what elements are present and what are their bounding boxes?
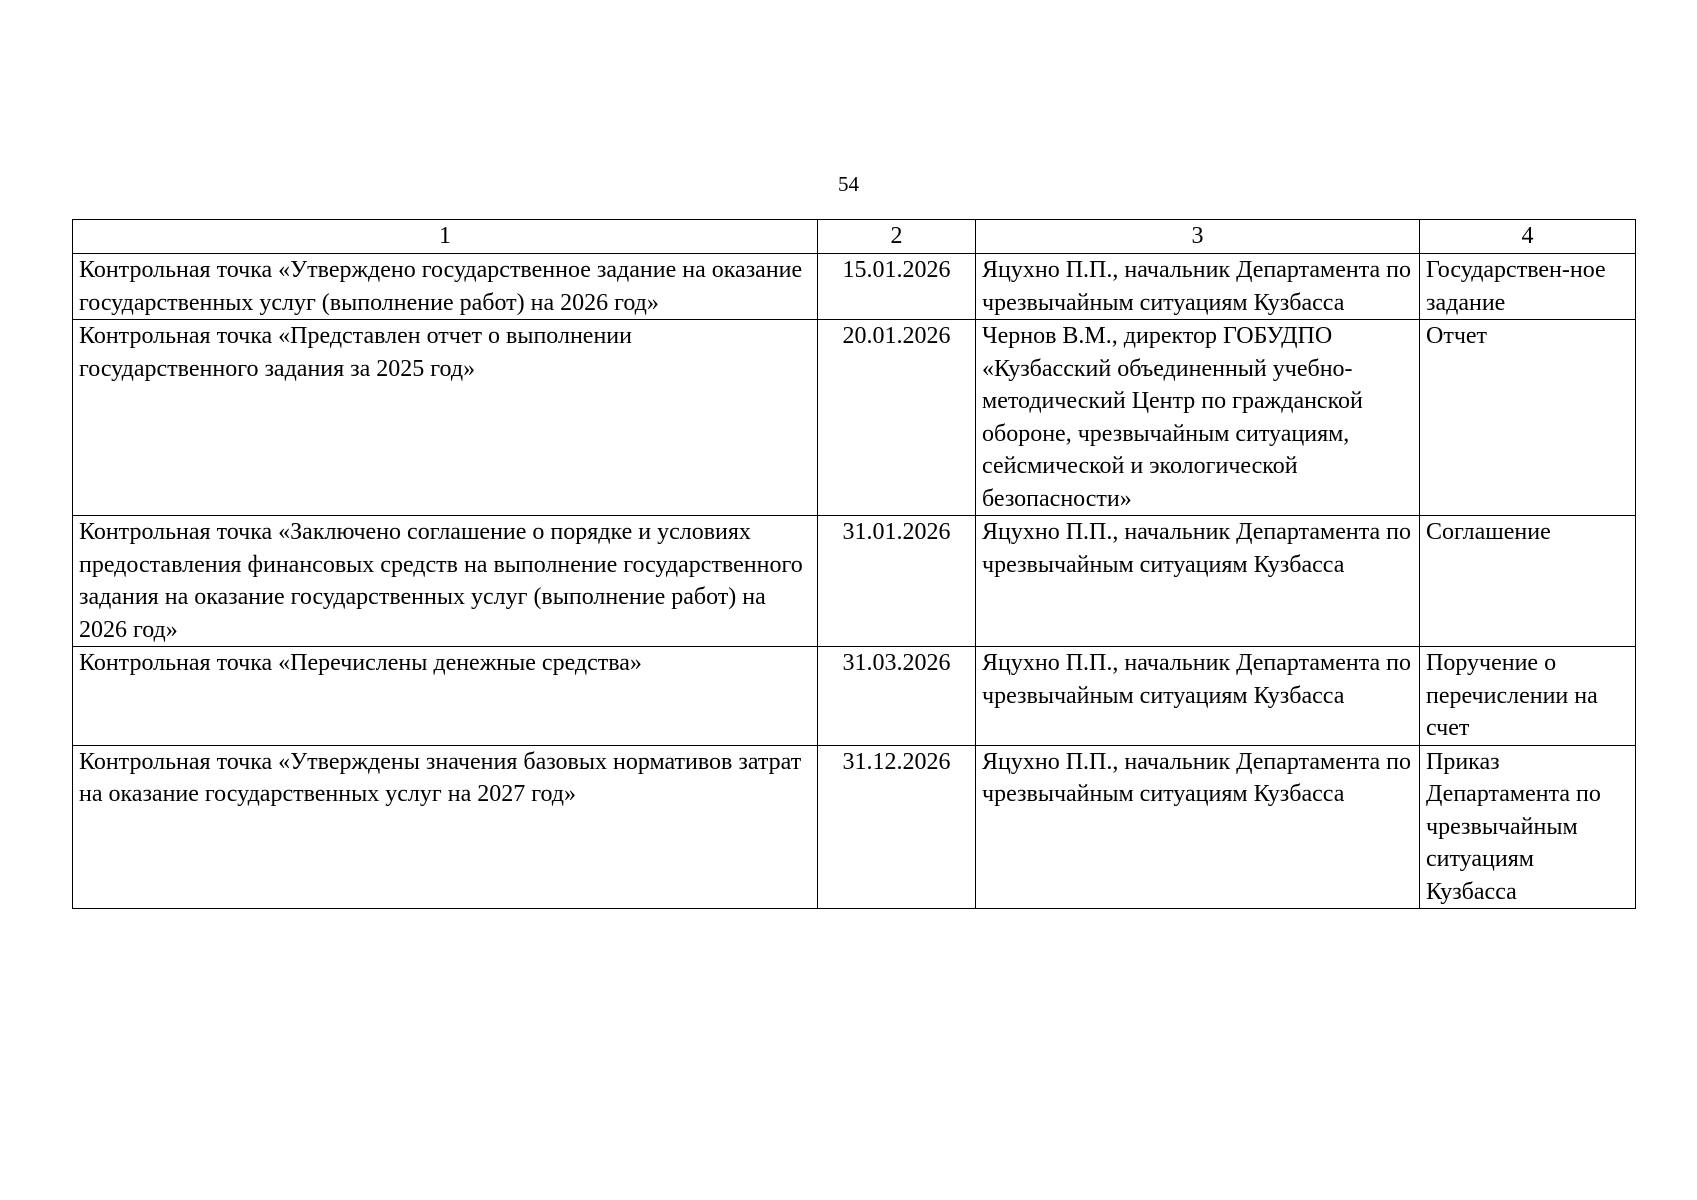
control-point-cell: Контрольная точка «Утверждены значения базовых нормативов затрат на оказание государственных услуг на 2027 год» xyxy=(73,745,818,909)
table-row xyxy=(73,516,1636,647)
table-row xyxy=(73,745,1636,909)
date-cell: 31.03.2026 xyxy=(818,647,976,746)
document-cell: Приказ Департамента по чрезвычайным ситуациям Кузбасса xyxy=(1420,745,1636,909)
document-cell: Соглашение xyxy=(1420,516,1636,647)
responsible-cell: Яцухно П.П., начальник Департамента по чрезвычайным ситуациям Кузбасса xyxy=(976,745,1420,909)
table-row xyxy=(73,254,1636,320)
column-header-4: 4 xyxy=(1420,220,1636,254)
column-header-1: 1 xyxy=(73,220,818,254)
control-point-cell: Контрольная точка «Представлен отчет о выполнении государственного задания за 2025 год» xyxy=(73,320,818,516)
date-cell: 15.01.2026 xyxy=(818,254,976,320)
control-point-cell: Контрольная точка «Утверждено государственное задание на оказание государственных услуг (выполнение работ) на 2026 год» xyxy=(73,254,818,320)
date-cell: 31.01.2026 xyxy=(818,516,976,647)
table-row xyxy=(73,647,1636,746)
control-point-cell: Контрольная точка «Заключено соглашение о порядке и условиях предоставления финансовых средств на выполнение государственного задания на оказание государственных услуг (выполнение работ) на 2026 год» xyxy=(73,516,818,647)
document-cell: Отчет xyxy=(1420,320,1636,516)
control-point-cell: Контрольная точка «Перечислены денежные средства» xyxy=(73,647,818,746)
table-header-row xyxy=(73,220,1636,254)
document-cell: Поручение о перечислении на счет xyxy=(1420,647,1636,746)
control-points-table xyxy=(72,219,1636,909)
responsible-cell: Чернов В.М., директор ГОБУДПО «Кузбасский объединенный учебно-методический Центр по гражданской обороне, чрезвычайным ситуациям, сейсмической и экологической безопасности» xyxy=(976,320,1420,516)
responsible-cell: Яцухно П.П., начальник Департамента по чрезвычайным ситуациям Кузбасса xyxy=(976,254,1420,320)
responsible-cell: Яцухно П.П., начальник Департамента по чрезвычайным ситуациям Кузбасса xyxy=(976,647,1420,746)
column-header-2: 2 xyxy=(818,220,976,254)
date-cell: 20.01.2026 xyxy=(818,320,976,516)
table-row xyxy=(73,320,1636,516)
page-number: 54 xyxy=(838,172,859,196)
document-cell: Государствен-ное задание xyxy=(1420,254,1636,320)
column-header-3: 3 xyxy=(976,220,1420,254)
date-cell: 31.12.2026 xyxy=(818,745,976,909)
responsible-cell: Яцухно П.П., начальник Департамента по чрезвычайным ситуациям Кузбасса xyxy=(976,516,1420,647)
